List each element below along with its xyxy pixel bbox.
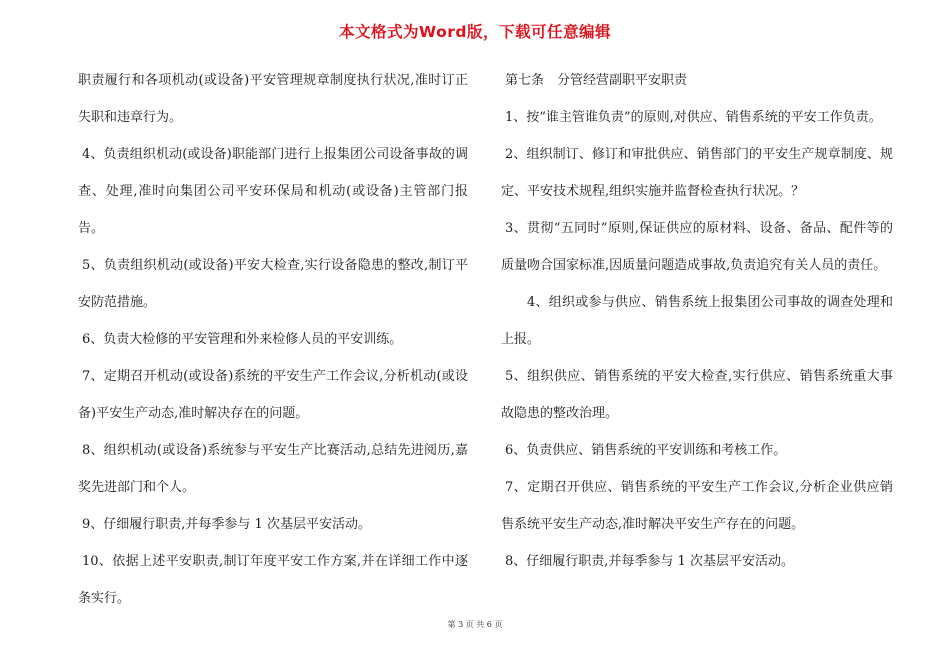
left-column bbox=[78, 62, 468, 617]
paragraph: 2、组织制订、修订和审批供应、销售部门的平安生产规章制度、规定、平安技术规程,组织实施并监督检查执行状况。？ bbox=[501, 147, 893, 199]
paragraph: 5、组织供应、销售系统的平安大检查,实行供应、销售系统重大事故隐患的整改治理。 bbox=[501, 369, 893, 421]
page-number-footer: 第 3 页 共 6 页 bbox=[447, 620, 503, 629]
right-column bbox=[501, 62, 893, 580]
paragraph: 8、仔细履行职责,并每季参与 1 次基层平安活动。 bbox=[505, 554, 794, 569]
paragraph: 6、负责大检修的平安管理和外来检修人员的平安训练。 bbox=[82, 332, 403, 347]
paragraph: 3、贯彻“五同时”原则,保证供应的原材料、设备、备品、配件等的质量吻合国家标准,因质量问题造成事故,负责追究有关人员的责任。 bbox=[501, 221, 893, 273]
section-heading: 第七条 分管经营副职平安职责 bbox=[505, 73, 688, 88]
paragraph: 1、按“谁主管谁负责”的原则,对供应、销售系统的平安工作负责。 bbox=[505, 110, 882, 125]
paragraph: 职责履行和各项机动(或设备)平安管理规章制度执行状况,准时订正失职和违章行为。 bbox=[78, 73, 468, 125]
paragraph: 4、负责组织机动(或设备)职能部门进行上报集团公司设备事故的调查、处理,准时向集团公司平安环保局和机动(或设备)主管部门报告。 bbox=[78, 147, 468, 236]
paragraph: 9、仔细履行职责,并每季参与 1 次基层平安活动。 bbox=[82, 517, 371, 532]
paragraph: 5、负责组织机动(或设备)平安大检查,实行设备隐患的整改,制订平安防范措施。 bbox=[78, 258, 468, 310]
paragraph: 10、依据上述平安职责,制订年度平安工作方案,并在详细工作中逐条实行。 bbox=[78, 554, 468, 606]
paragraph: 8、组织机动(或设备)系统参与平安生产比赛活动,总结先进阅历,嘉奖先进部门和个人。 bbox=[78, 443, 468, 495]
paragraph: 7、定期召开供应、销售系统的平安生产工作会议,分析企业供应销售系统平安生产动态,准时解决平安生产存在的问题。 bbox=[501, 480, 893, 532]
document-banner: 本文格式为Word版，下载可任意编辑 bbox=[339, 23, 611, 41]
paragraph: 4、组织或参与供应、销售系统上报集团公司事故的调查处理和上报。 bbox=[501, 295, 893, 347]
paragraph: 7、定期召开机动(或设备)系统的平安生产工作会议,分析机动(或设备)平安生产动态,准时解决存在的问题。 bbox=[78, 369, 468, 421]
paragraph: 6、负责供应、销售系统的平安训练和考核工作。 bbox=[505, 443, 787, 458]
